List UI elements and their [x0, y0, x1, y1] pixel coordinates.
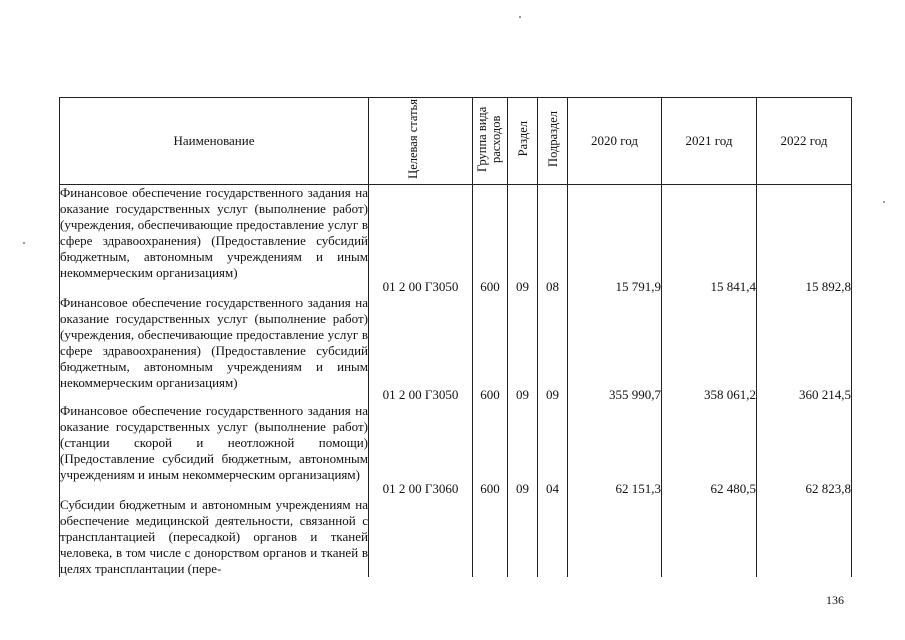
row-expense-group: 600 — [473, 295, 508, 403]
row-target-article — [369, 497, 473, 577]
row-value-2020: 355 990,7 — [568, 295, 662, 403]
row-name: Финансовое обеспечение государственного задания на оказание государственных услуг (выполнение работ) (станции скорой и неотложной помощи) (Предоставление субсидий бюджетным, автономным учреждениям и иным некоммерческим организациям) — [60, 403, 369, 497]
row-value-2022 — [757, 497, 852, 577]
row-value-2020: 62 151,3 — [568, 403, 662, 497]
row-target-article: 01 2 00 Г3050 — [369, 295, 473, 403]
header-target-article: Целевая статья — [369, 98, 473, 185]
row-value-2020: 15 791,9 — [568, 185, 662, 296]
header-name: Наименование — [60, 98, 369, 185]
row-value-2022: 15 892,8 — [757, 185, 852, 296]
row-section: 09 — [508, 403, 538, 497]
budget-table — [59, 97, 852, 577]
row-value-2020 — [568, 497, 662, 577]
header-year-2022: 2022 год — [757, 98, 852, 185]
row-expense-group — [473, 497, 508, 577]
row-target-article: 01 2 00 Г3060 — [369, 403, 473, 497]
row-subsection — [538, 497, 568, 577]
table-header-row — [60, 98, 852, 185]
row-name: Субсидии бюджетным и автономным учреждениям на обеспечение медицинской деятельности, связанной с трансплантацией (пересадкой) органов и тканей человека, в том числе с донорством органов и тканей в целях трансплантации (пере- — [60, 497, 368, 576]
row-section: 09 — [508, 185, 538, 296]
header-section: Раздел — [508, 98, 538, 185]
row-name: Финансовое обеспечение государственного задания на оказание государственных услуг (выполнение работ) (учреждения, обеспечивающие предоставление услуг в сфере здравоохранения) (Предоставление субсидий бюджетным, автономным учреждениям и иным некоммерческим организациям) — [60, 185, 369, 296]
header-expense-group: Группа вида расходов — [473, 98, 508, 185]
scan-speck — [23, 242, 25, 244]
row-subsection: 09 — [538, 295, 568, 403]
row-section — [508, 497, 538, 577]
row-expense-group: 600 — [473, 185, 508, 296]
row-value-2021 — [662, 497, 757, 577]
row-value-2021: 62 480,5 — [662, 403, 757, 497]
row-name: Финансовое обеспечение государственного задания на оказание государственных услуг (выполнение работ) (учреждения, обеспечивающие предоставление услуг в сфере здравоохранения) (Предоставление субсидий бюджетным, автономным учреждениям и иным некоммерческим организациям) — [60, 295, 369, 403]
row-subsection: 08 — [538, 185, 568, 296]
row-value-2021: 358 061,2 — [662, 295, 757, 403]
header-year-2020: 2020 год — [568, 98, 662, 185]
row-value-2022: 360 214,5 — [757, 295, 852, 403]
row-value-2021: 15 841,4 — [662, 185, 757, 296]
table-row — [60, 295, 852, 403]
row-expense-group: 600 — [473, 403, 508, 497]
header-subsection: Подраздел — [538, 98, 568, 185]
scan-speck — [883, 201, 885, 203]
table-row — [60, 185, 852, 296]
row-section: 09 — [508, 295, 538, 403]
row-value-2022: 62 823,8 — [757, 403, 852, 497]
page-number: 136 — [826, 593, 844, 607]
scan-speck — [519, 16, 521, 18]
table-row — [60, 403, 852, 497]
row-target-article: 01 2 00 Г3050 — [369, 185, 473, 296]
header-year-2021: 2021 год — [662, 98, 757, 185]
row-subsection: 04 — [538, 403, 568, 497]
table-row — [60, 497, 852, 577]
